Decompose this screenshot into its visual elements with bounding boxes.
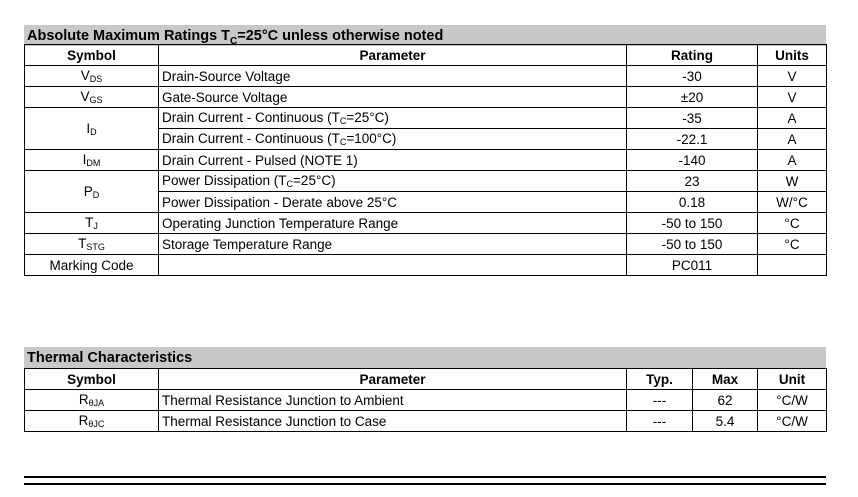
parameter-cell: Thermal Resistance Junction to Ambient bbox=[159, 390, 627, 411]
symbol-main: T bbox=[85, 215, 94, 230]
parameter-cell: Drain Current - Pulsed (NOTE 1) bbox=[159, 150, 627, 171]
unit-cell: A bbox=[758, 108, 827, 129]
table-row bbox=[25, 411, 827, 432]
max-cell: 5.4 bbox=[693, 411, 758, 432]
header-unit: Unit bbox=[758, 369, 827, 390]
symbol-main: V bbox=[80, 89, 90, 104]
table-row bbox=[25, 66, 827, 87]
parameter-sub: C bbox=[339, 116, 347, 126]
header-parameter: Parameter bbox=[159, 45, 627, 66]
parameter-cell: Operating Junction Temperature Range bbox=[159, 213, 627, 234]
abs-max-title-text-2: =25°C unless otherwise noted bbox=[237, 28, 444, 44]
header-typ: Typ. bbox=[627, 369, 693, 390]
rating-cell: ±20 bbox=[627, 87, 758, 108]
table-row bbox=[25, 87, 827, 108]
max-cell: 62 bbox=[693, 390, 758, 411]
symbol-cell bbox=[25, 171, 159, 213]
abs-max-title-text: Absolute Maximum Ratings T bbox=[27, 28, 231, 44]
symbol-sub: D bbox=[90, 126, 97, 137]
parameter-text-2: =25°C) bbox=[346, 110, 389, 125]
rating-cell: -140 bbox=[627, 150, 758, 171]
parameter-cell bbox=[159, 108, 627, 129]
parameter-cell: Storage Temperature Range bbox=[159, 234, 627, 255]
header-units: Units bbox=[758, 45, 827, 66]
parameter-cell bbox=[159, 129, 627, 150]
unit-cell: V bbox=[758, 87, 827, 108]
thermal-table bbox=[24, 368, 827, 432]
symbol-main: T bbox=[78, 236, 87, 251]
parameter-cell bbox=[159, 255, 627, 276]
unit-cell: °C/W bbox=[758, 411, 827, 432]
rating-cell: -30 bbox=[627, 66, 758, 87]
abs-max-title-sub: C bbox=[230, 35, 238, 47]
table-row bbox=[25, 213, 827, 234]
unit-cell: A bbox=[758, 129, 827, 150]
symbol-cell bbox=[25, 87, 159, 108]
symbol-cell bbox=[25, 390, 159, 411]
table-row bbox=[25, 234, 827, 255]
table-row bbox=[25, 390, 827, 411]
symbol-main: V bbox=[80, 68, 90, 83]
table-row bbox=[25, 108, 827, 129]
rating-cell: -22.1 bbox=[627, 129, 758, 150]
rating-cell: -50 to 150 bbox=[627, 234, 758, 255]
parameter-cell: Thermal Resistance Junction to Case bbox=[159, 411, 627, 432]
parameter-cell: Drain-Source Voltage bbox=[159, 66, 627, 87]
symbol-cell bbox=[25, 411, 159, 432]
symbol-cell bbox=[25, 150, 159, 171]
unit-cell: °C bbox=[758, 234, 827, 255]
header-symbol: Symbol bbox=[25, 45, 159, 66]
unit-cell: °C/W bbox=[758, 390, 827, 411]
symbol-cell bbox=[25, 234, 159, 255]
abs-max-header-row bbox=[25, 45, 827, 66]
typ-cell: --- bbox=[627, 390, 693, 411]
header-symbol: Symbol bbox=[25, 369, 159, 390]
table-row bbox=[25, 150, 827, 171]
rating-cell: 0.18 bbox=[627, 192, 758, 213]
symbol-main: I bbox=[86, 120, 91, 136]
marking-code-label: Marking Code bbox=[25, 255, 159, 276]
symbol-sub: DM bbox=[86, 158, 101, 168]
symbol-sub: DS bbox=[89, 74, 103, 84]
parameter-cell: Power Dissipation - Derate above 25°C bbox=[159, 192, 627, 213]
symbol-sub: θJA bbox=[88, 398, 105, 408]
table-row bbox=[25, 171, 827, 192]
footer-rule-top bbox=[24, 476, 826, 478]
symbol-cell bbox=[25, 66, 159, 87]
parameter-sub: C bbox=[286, 179, 294, 189]
parameter-sub: C bbox=[339, 137, 347, 147]
parameter-text: Drain Current - Continuous (T bbox=[162, 131, 340, 146]
parameter-cell: Gate-Source Voltage bbox=[159, 87, 627, 108]
parameter-text: Power Dissipation (T bbox=[162, 173, 287, 188]
unit-cell: A bbox=[758, 150, 827, 171]
header-max: Max bbox=[693, 369, 758, 390]
header-rating: Rating bbox=[627, 45, 758, 66]
parameter-text: Drain Current - Continuous (T bbox=[162, 110, 340, 125]
rating-cell: PC011 bbox=[627, 255, 758, 276]
typ-cell: --- bbox=[627, 411, 693, 432]
abs-max-table bbox=[24, 44, 827, 276]
unit-cell: °C bbox=[758, 213, 827, 234]
thermal-title: Thermal Characteristics bbox=[24, 347, 826, 368]
symbol-main: P bbox=[83, 183, 93, 199]
parameter-cell bbox=[159, 171, 627, 192]
symbol-sub: J bbox=[93, 221, 98, 231]
symbol-sub: D bbox=[92, 189, 100, 200]
rating-cell: -35 bbox=[627, 108, 758, 129]
unit-cell bbox=[758, 255, 827, 276]
abs-max-title bbox=[24, 25, 826, 46]
unit-cell: W/°C bbox=[758, 192, 827, 213]
symbol-cell bbox=[25, 213, 159, 234]
unit-cell: V bbox=[758, 66, 827, 87]
footer-rule-bottom bbox=[24, 483, 826, 485]
thermal-header-row bbox=[25, 369, 827, 390]
table-row bbox=[25, 255, 827, 276]
unit-cell: W bbox=[758, 171, 827, 192]
symbol-sub: STG bbox=[86, 242, 105, 252]
symbol-cell bbox=[25, 108, 159, 150]
symbol-main: R bbox=[78, 392, 89, 407]
rating-cell: 23 bbox=[627, 171, 758, 192]
parameter-text-2: =100°C) bbox=[346, 131, 397, 146]
rating-cell: -50 to 150 bbox=[627, 213, 758, 234]
symbol-sub: θJC bbox=[88, 419, 105, 429]
header-parameter: Parameter bbox=[159, 369, 627, 390]
symbol-main: R bbox=[78, 413, 89, 428]
parameter-text-2: =25°C) bbox=[293, 173, 336, 188]
symbol-sub: GS bbox=[89, 95, 103, 105]
symbol-main: I bbox=[82, 152, 87, 167]
